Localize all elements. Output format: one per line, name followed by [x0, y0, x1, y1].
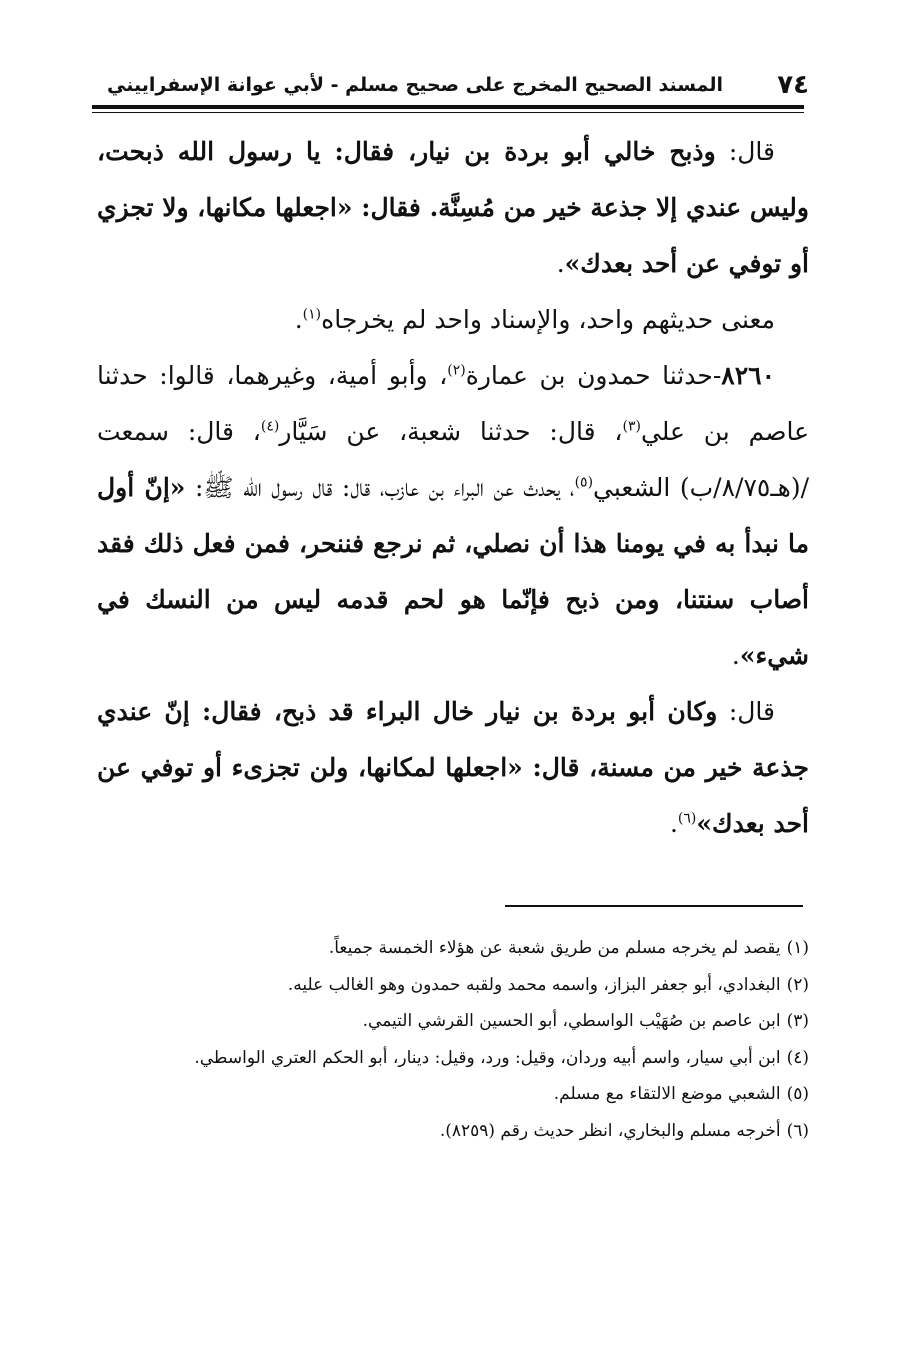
footnote-ref-3: (٣) [622, 418, 641, 435]
p3-hadith-text: «إنّ أول ما نبدأ به في يومنا هذا أن نصلي، ثم نرجع فننحر، فمن فعل ذلك فقد أصاب سنتنا، ومن ذبح فإنّما هو لحم قدمه ليس من النسك في شيء» [97, 473, 809, 670]
p3-isnad-2: ، وأبو أمية، وغيرهما، قالوا: حدثنا عاصم بن علي [97, 361, 809, 446]
footnote-text: الشعبي موضع الالتقاء مع مسلم. [553, 1084, 781, 1104]
footnote-text: أخرجه مسلم والبخاري، انظر حديث رقم (٨٢٥٩). [439, 1120, 781, 1141]
page-number: ٧٤ [777, 70, 809, 100]
footnote-number: (٣) [786, 1011, 809, 1031]
p3-period: . [731, 641, 740, 670]
footnote-ref-4: (٤) [260, 418, 280, 435]
footnote-1 [97, 930, 809, 967]
footnote-ref-6: (٦) [677, 810, 697, 827]
footnote-number: (٥) [786, 1084, 809, 1104]
footnote-text: ابن أبي سيار، واسم أبيه وردان، وقيل: ورد، وقيل: دينار، أبو الحكم العتري الواسطي. [194, 1047, 781, 1068]
p1-period: . [556, 249, 565, 278]
footnote-text: يقصد لم يخرجه مسلم من طريق شعبة عن هؤلاء الخمسة جميعاً. [328, 938, 781, 958]
footnote-3 [97, 1003, 809, 1040]
p1-hadith-text: وذبح خالي أبو بردة بن نيار، فقال: يا رسول الله ذبحت، وليس عندي إلا جذعة خير من مُسِنَّة. فقال: «اجعلها مكانها، ولا تجزي أو توفي عن أحد بعدك» [97, 137, 809, 278]
p4-intro: قال: [717, 697, 775, 726]
footnote-text: البغدادي، أبو جعفر البزاز، واسمه محمد ولقبه حمدون وهو الغالب عليه. [287, 974, 781, 995]
header-rule [92, 105, 804, 109]
p3-isnad-3: ، قال: حدثنا شعبة، عن سَيَّار [279, 417, 623, 446]
p3-isnad-1: -حدثنا حمدون بن عمارة [465, 361, 722, 390]
footnote-2 [97, 967, 809, 1004]
footnotes [97, 930, 809, 1149]
footnote-6 [97, 1113, 809, 1150]
running-header [99, 68, 809, 104]
footnote-number: (٢) [786, 974, 809, 995]
footnote-5 [97, 1076, 809, 1113]
p1-intro: قال: [715, 137, 775, 166]
paragraph-3 [97, 348, 809, 684]
p2-text: معنى حديثهم واحد، والإسناد واحد لم يخرجاه [321, 305, 775, 334]
footnote-ref-2: (٢) [447, 362, 466, 379]
header-rule-thin [92, 112, 804, 113]
header-title: المسند الصحيح المخرج على صحيح مسلم - لأبي عوانة الإسفراييني [107, 74, 723, 96]
p4-hadith-text: وكان أبو بردة بن نيار خال البراء قد ذبح، فقال: إنّ عندي جذعة خير من مسنة، قال: «اجعلها لمكانها، ولن تجزىء أو توفي عن أحد بعدك» [97, 697, 809, 838]
footnote-4 [97, 1040, 809, 1077]
paragraph-1 [97, 124, 809, 292]
p3-isnad-4: ، قال: سمعت /(هـ٨/٧٥/ب) الشعبي [97, 417, 809, 502]
footnote-ref-5: (٥) [574, 474, 594, 491]
footnote-text: ابن عاصم بن صُهَيْب الواسطي، أبو الحسين القرشي التيمي. [362, 1011, 781, 1031]
p4-period: . [669, 809, 678, 838]
footnote-separator [505, 905, 803, 907]
footnote-ref-1: (١) [302, 306, 322, 323]
body-text [97, 124, 809, 852]
hadith-number: ٨٢٦٠ [721, 361, 775, 390]
footnote-number: (٦) [786, 1120, 809, 1141]
footnote-number: (٤) [786, 1047, 809, 1068]
footnote-number: (١) [786, 938, 809, 958]
paragraph-2 [97, 292, 809, 348]
p2-period: . [294, 305, 303, 334]
paragraph-4 [97, 684, 809, 852]
p3-isnad-5: ، يحدث عن البراء بن عازب، قال: قال رسول الله ﷺ: [185, 473, 575, 502]
